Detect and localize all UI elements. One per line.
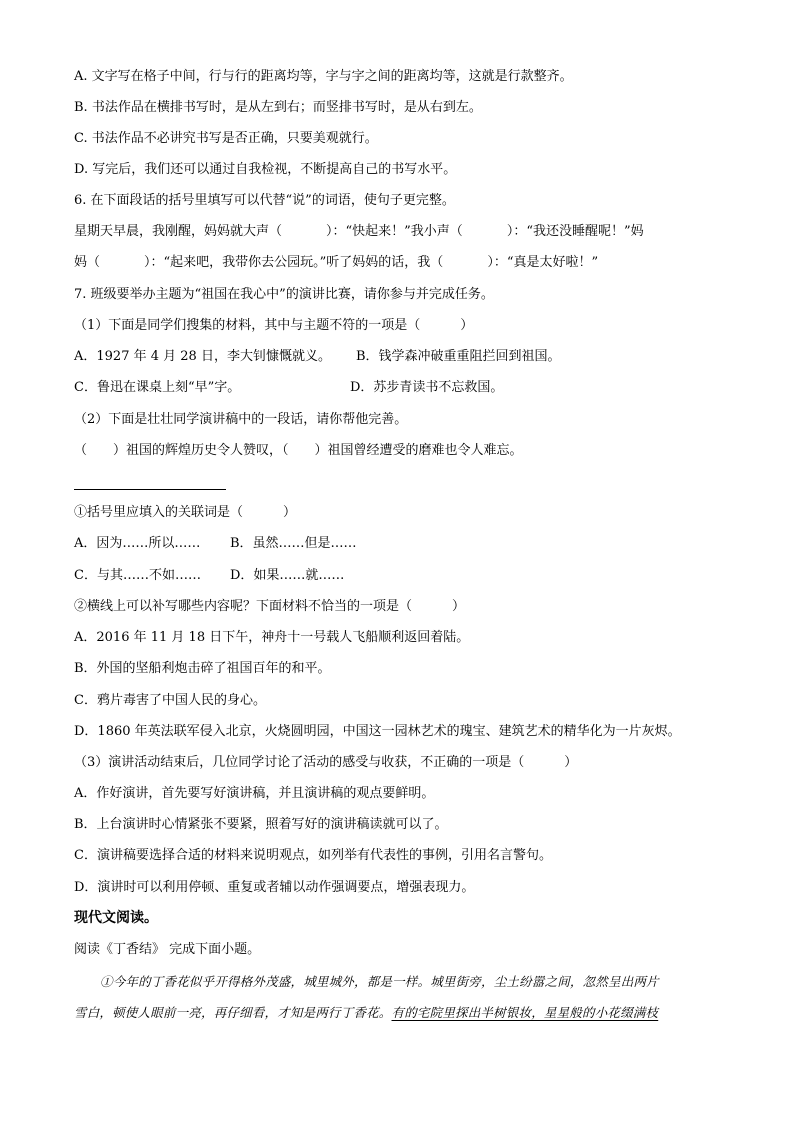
reading-instruction: 阅读《丁香结》 完成下面小题。 [74,942,261,957]
q6-line1-part-b: ）：“快起来！”我小声（ [326,224,463,239]
q7-part2-sentence-end: ）祖国曾经遭受的磨难也令人难忘。 [314,443,523,458]
q7-part3-option-d: D．演讲时可以利用停顿、重复或者辅以动作强调要点，增强表现力。 [74,880,475,895]
fill-in-underline[interactable] [74,489,226,490]
q7-sub1-stem-text: ①括号里应填入的关联词是（ [74,505,244,520]
q7-sub1-option-a: A．因为……所以…… [74,536,201,551]
q7-part3-close: ） [564,755,578,770]
q7-sub1-option-c: C．与其……不如…… [74,568,201,583]
q7-part1-option-b: B．钱学森冲破重重阻拦回到祖国。 [356,349,561,364]
q7-part3-stem [74,754,577,772]
q7-sub2-option-d: D．1860 年英法联军侵入北京，火烧圆明园，中国这一园林艺术的瑰宝、建筑艺术的精华化为一片灰烬。 [74,724,681,739]
q7-part1-close: ） [460,318,474,333]
q7-part3-stem-text: （3）演讲活动结束后，几位同学讨论了活动的感受与收获，不正确的一项是（ [74,755,525,770]
q7-part3-option-b: B．上台演讲时心情紧张不要紧，照着写好的演讲稿读就可以了。 [74,817,448,832]
q7-part1-options-row-1 [74,348,561,366]
q5-option-b: B. 书法作品在横排书写时，是从左到右；而竖排书写时，是从右到左。 [74,100,482,115]
q7-sub1-options-row-2 [74,567,344,585]
q7-sub1-option-b: B．虽然……但是…… [230,536,357,551]
passage-line-1: ①今年的丁香花似乎开得格外茂盛，城里城外，都是一样。城里街旁，尘土纷嚣之间，忽然呈出两片 [100,974,659,989]
q7-sub1-stem [74,504,296,522]
passage-line-2 [74,1004,658,1022]
q7-part3-option-c: C．演讲稿要选择合适的材料来说明观点，如列举有代表性的事例，引用名言警句。 [74,848,552,863]
q6-line2-part-c: ）：“真是太好啦！” [487,255,599,270]
q6-line1-part-a: 星期天早晨，我刚醒，妈妈就大声（ [74,224,283,239]
q7-part1-option-d: D．苏步青读书不忘救国。 [350,380,504,395]
q7-part1-stem [74,317,473,335]
q5-option-c: C. 书法作品不必讲究书写是否正确，只要美观就行。 [74,131,378,146]
q7-sub2-stem-text: ②横线上可以补写哪些内容呢？下面材料不恰当的一项是（ [74,599,413,614]
q7-sub2-close: ） [452,599,466,614]
q7-part2-stem: （2）下面是壮壮同学演讲稿中的一段话，请你帮他完善。 [74,412,408,427]
q7-part2-sentence [74,442,523,460]
q7-stem: 7. 班级要举办主题为“祖国在我心中”的演讲比赛，请你参与并完成任务。 [74,287,494,302]
section-heading: 现代文阅读。 [74,910,158,926]
q7-part1-option-a: A．1927 年 4 月 28 日，李大钊慷慨就义。 [74,349,331,364]
q6-line-2 [74,254,598,272]
q6-line2-part-a: 妈（ [74,255,101,270]
q7-part1-options-row-2 [74,379,503,397]
q7-part2-sentence-open: （ [74,443,88,458]
q5-option-a: A. 文字写在格子中间，行与行的距离均等，字与字之间的距离均等，这就是行款整齐。 [74,69,573,84]
q7-sub1-option-d: D．如果……就…… [230,568,345,583]
q7-sub1-options-row-1 [74,535,357,553]
q6-line-1 [74,223,644,241]
q6-line2-part-b: ）：“起来吧，我带你去公园玩。”听了妈妈的话，我（ [144,255,444,270]
q7-sub2-stem [74,598,465,616]
q6-stem: 6. 在下面段话的括号里填写可以代替“说”的词语，使句子更完整。 [74,193,455,208]
q6-line1-part-c: ）：“我还没睡醒呢！”妈 [506,224,644,239]
q7-part1-stem-text: （1）下面是同学们搜集的材料，其中与主题不符的一项是（ [74,318,421,333]
passage-line-2-underlined: 有的宅院里探出半树银妆，星星般的小花缀满枝 [391,1005,659,1020]
q5-option-d: D. 写完后，我们还可以通过自我检视，不断提高自己的书写水平。 [74,162,457,177]
q7-part3-option-a: A．作好演讲，首先要写好演讲稿，并且演讲稿的观点要鲜明。 [74,786,435,801]
q7-sub1-close: ） [283,505,297,520]
q7-part1-option-c: C．鲁迅在课桌上刻“早”字。 [74,380,241,395]
q7-part2-sentence-mid: ）祖国的辉煌历史令人赞叹，（ [113,443,289,458]
q7-sub2-option-a: A．2016 年 11 月 18 日下午，神舟十一号载人飞船顺利返回着陆。 [74,630,470,645]
q7-sub2-option-c: C．鸦片毒害了中国人民的身心。 [74,693,266,708]
q7-sub2-option-b: B．外国的坚船利炮击碎了祖国百年的和平。 [74,661,331,676]
passage-line-2-plain: 雪白，顿使人眼前一亮，再仔细看，才知是两行丁香花。 [74,1005,392,1020]
